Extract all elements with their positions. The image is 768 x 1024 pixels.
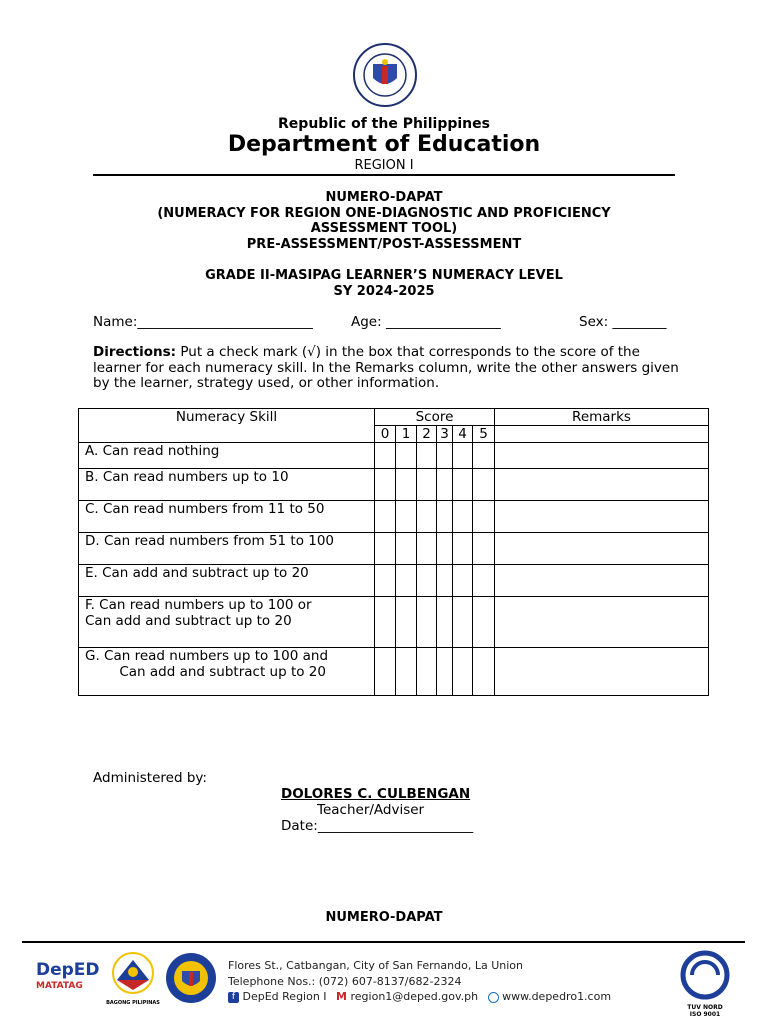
republic-heading: Republic of the Philippines — [278, 116, 490, 132]
score-cell[interactable] — [417, 533, 437, 565]
score-cell[interactable] — [453, 533, 473, 565]
score-cell[interactable] — [375, 597, 396, 648]
score-cell[interactable] — [375, 648, 396, 696]
score-cell[interactable] — [437, 533, 453, 565]
score-cell[interactable] — [396, 533, 417, 565]
footer-contact — [228, 958, 611, 1005]
administered-by: Administered by: — [93, 770, 207, 786]
score-col-0: 0 — [375, 426, 396, 443]
score-cell[interactable] — [437, 597, 453, 648]
table-row — [79, 533, 709, 565]
remarks-cell[interactable] — [495, 469, 709, 501]
score-cell[interactable] — [375, 443, 396, 469]
score-cell[interactable] — [473, 469, 495, 501]
score-col-4: 4 — [453, 426, 473, 443]
score-cell[interactable] — [417, 565, 437, 597]
footer-title: NUMERO-DAPAT — [325, 910, 443, 925]
skill-e — [79, 565, 375, 597]
skill-d — [79, 533, 375, 565]
score-cell[interactable] — [473, 533, 495, 565]
deped-logo-text: DepED — [36, 960, 100, 980]
score-cell[interactable] — [437, 469, 453, 501]
footer-address: Flores St., Catbangan, City of San Fernando, La Union — [228, 959, 523, 972]
teacher-role: Teacher/Adviser — [317, 802, 425, 818]
skill-g — [79, 648, 375, 696]
score-cell[interactable] — [453, 469, 473, 501]
directions — [93, 345, 683, 392]
bagong-pilipinas-text: BAGONG PILIPINAS — [106, 1000, 160, 1006]
score-cell[interactable] — [375, 565, 396, 597]
assessment-type: PRE-ASSESSMENT/POST-ASSESSMENT — [246, 236, 522, 252]
region-heading: REGION I — [354, 158, 414, 173]
skill-b — [79, 469, 375, 501]
deped-matatag-logo — [36, 955, 100, 1001]
name-field[interactable]: Name:__________________________ — [93, 314, 313, 330]
score-cell[interactable] — [453, 501, 473, 533]
teacher-name: DOLORES C. CULBENGAN — [281, 786, 471, 802]
school-year: SY 2024-2025 — [333, 283, 435, 299]
email-link[interactable]: region1@deped.gov.ph — [350, 990, 479, 1003]
score-cell[interactable] — [375, 501, 396, 533]
remarks-cell[interactable] — [495, 533, 709, 565]
table-row — [79, 443, 709, 469]
directions-text: Put a check mark (√) in the box that corresponds to the score of the learner for each numeracy skill. In the Remarks column, write the other answers given by the learner, strategy used, or other information. — [93, 344, 679, 392]
score-cell[interactable] — [437, 443, 453, 469]
region-one-seal — [164, 950, 218, 1006]
matatag-logo-text: MATATAG — [36, 981, 83, 991]
tool-title: NUMERO-DAPAT — [325, 190, 443, 205]
sex-field[interactable]: Sex: ________ — [579, 314, 667, 330]
deped-seal — [352, 42, 418, 108]
skill-c-text: C. Can read numbers from 11 to 50 — [85, 501, 325, 517]
skill-g-text-2: Can add and subtract up to 20 — [85, 664, 326, 680]
facebook-icon: f — [228, 992, 239, 1003]
table-row — [79, 501, 709, 533]
skill-e-text: E. Can add and subtract up to 20 — [85, 565, 309, 581]
date-field[interactable]: Date:_______________________ — [281, 818, 474, 834]
remarks-subheader — [495, 426, 709, 443]
score-cell[interactable] — [417, 597, 437, 648]
score-cell[interactable] — [396, 597, 417, 648]
table-row — [79, 469, 709, 501]
footer-divider — [22, 941, 745, 943]
score-cell[interactable] — [473, 501, 495, 533]
score-cell[interactable] — [473, 648, 495, 696]
score-cell[interactable] — [396, 648, 417, 696]
tool-title-block — [0, 190, 768, 252]
skill-c — [79, 501, 375, 533]
skill-a-text: A. Can read nothing — [85, 443, 220, 459]
remarks-cell[interactable] — [495, 565, 709, 597]
iso-top-text: TUV NORD — [687, 1004, 723, 1011]
remarks-cell[interactable] — [495, 648, 709, 696]
score-col-5: 5 — [473, 426, 495, 443]
score-cell[interactable] — [396, 565, 417, 597]
skill-f-text-1: F. Can read numbers up to 100 or — [85, 597, 312, 613]
score-cell[interactable] — [396, 501, 417, 533]
score-cell[interactable] — [396, 443, 417, 469]
age-field[interactable]: Age: _________________ — [351, 314, 501, 330]
grade-title-block — [0, 268, 768, 299]
score-cell[interactable] — [453, 597, 473, 648]
mail-icon: M — [336, 990, 347, 1004]
remarks-cell[interactable] — [495, 443, 709, 469]
globe-icon — [488, 992, 499, 1003]
footer-phone: Telephone Nos.: (072) 607-8137/682-2324 — [228, 974, 462, 988]
score-cell[interactable] — [437, 565, 453, 597]
grade-level-title: GRADE II-MASIPAG LEARNER’S NUMERACY LEVEL — [205, 268, 563, 283]
website-link[interactable]: www.depedro1.com — [502, 990, 612, 1003]
tool-subtitle-1: (NUMERACY FOR REGION ONE-DIAGNOSTIC AND PROFICIENCY — [157, 205, 611, 221]
tool-subtitle-2: ASSESSMENT TOOL) — [310, 221, 458, 236]
signature-block — [281, 786, 473, 834]
numeracy-table — [78, 408, 709, 696]
score-cell[interactable] — [375, 533, 396, 565]
header-remarks: Remarks — [495, 409, 709, 426]
table-row — [79, 565, 709, 597]
table-row — [79, 597, 709, 648]
department-heading: Department of Education — [227, 132, 541, 157]
score-col-1: 1 — [396, 426, 417, 443]
bagong-pilipinas-logo — [106, 950, 160, 1006]
score-cell[interactable] — [453, 648, 473, 696]
score-cell[interactable] — [453, 565, 473, 597]
score-cell[interactable] — [396, 469, 417, 501]
remarks-cell[interactable] — [495, 501, 709, 533]
iso-certification-logo — [674, 950, 736, 1018]
score-cell[interactable] — [437, 648, 453, 696]
score-col-2: 2 — [417, 426, 437, 443]
score-cell[interactable] — [417, 469, 437, 501]
directions-label: Directions: — [93, 344, 177, 360]
skill-a — [79, 443, 375, 469]
header-divider — [93, 174, 675, 176]
table-row — [79, 648, 709, 696]
skill-f — [79, 597, 375, 648]
score-cell[interactable] — [417, 443, 437, 469]
score-cell[interactable] — [473, 443, 495, 469]
remarks-cell[interactable] — [495, 597, 709, 648]
skill-b-text: B. Can read numbers up to 10 — [85, 469, 289, 485]
skill-g-text-1: G. Can read numbers up to 100 and — [85, 648, 329, 664]
score-cell[interactable] — [473, 565, 495, 597]
score-col-3: 3 — [437, 426, 453, 443]
iso-bottom-text: ISO 9001 — [689, 1011, 721, 1018]
header-score: Score — [375, 409, 495, 426]
score-cell[interactable] — [417, 501, 437, 533]
score-cell[interactable] — [375, 469, 396, 501]
skill-f-text-2: Can add and subtract up to 20 — [85, 613, 292, 629]
skill-d-text: D. Can read numbers from 51 to 100 — [85, 533, 335, 549]
score-cell[interactable] — [417, 648, 437, 696]
score-cell[interactable] — [473, 597, 495, 648]
score-cell[interactable] — [437, 501, 453, 533]
header-numeracy-skill: Numeracy Skill — [79, 409, 375, 443]
score-cell[interactable] — [453, 443, 473, 469]
facebook-link[interactable]: DepEd Region I — [242, 990, 327, 1003]
